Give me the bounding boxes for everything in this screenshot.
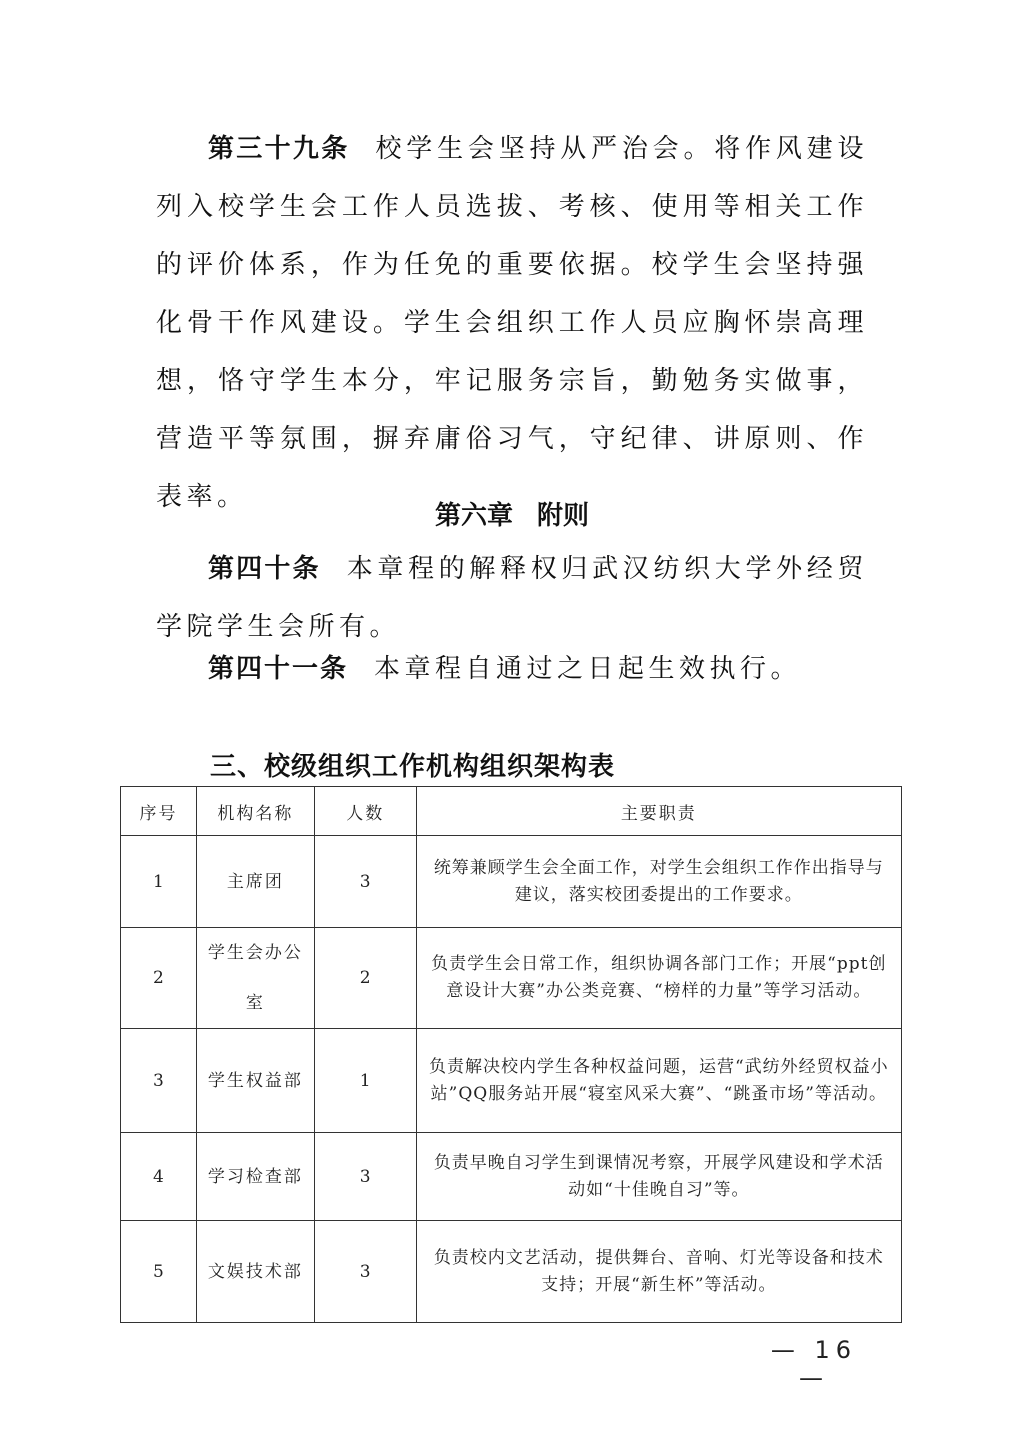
- article-40: [156, 540, 868, 656]
- chapter-name: 附则: [537, 501, 590, 531]
- table-row: [121, 1029, 902, 1133]
- row-count: 3: [314, 836, 416, 928]
- row-count: 3: [314, 1221, 416, 1323]
- row-count: 1: [314, 1029, 416, 1133]
- row-name: 主席团: [196, 836, 314, 928]
- row-count: 3: [314, 1133, 416, 1221]
- table-row: [121, 1221, 902, 1323]
- row-duty: 负责解决校内学生各种权益问题，运营“武纺外经贸权益小站”QQ服务站开展“寝室风采大赛”、“跳蚤市场”等活动。: [416, 1029, 901, 1133]
- chapter-heading: [156, 494, 868, 538]
- article-40-text: 本章程的解释权归武汉纺织大学外经贸学院学生会所有。: [156, 554, 868, 642]
- row-name: 学生会办公室: [196, 928, 314, 1029]
- row-name: 学习检查部: [196, 1133, 314, 1221]
- row-name: 文娱技术部: [196, 1221, 314, 1323]
- row-duty: 负责校内文艺活动，提供舞台、音响、灯光等设备和技术支持；开展“新生杯”等活动。: [416, 1221, 901, 1323]
- header-count: 人数: [314, 787, 416, 836]
- org-structure-table: [120, 786, 902, 1323]
- article-39-text: 校学生会坚持从严治会。将作风建设列入校学生会工作人员选拔、考核、使用等相关工作的评价体系，作为任免的重要依据。校学生会坚持强化骨干作风建设。学生会组织工作人员应胸怀崇高理想，恪守学生本分，牢记服务宗旨，勤勉务实做事，营造平等氛围，摒弃庸俗习气，守纪律、讲原则、作表率。: [156, 134, 868, 512]
- row-duty: 负责学生会日常工作，组织协调各部门工作；开展“ppt创意设计大赛”办公类竞赛、“榜样的力量”等学习活动。: [416, 928, 901, 1029]
- row-duty: 负责早晚自习学生到课情况考察，开展学风建设和学术活动如“十佳晚自习”等。: [416, 1133, 901, 1221]
- section-title: 三、校级组织工作机构组织架构表: [210, 752, 616, 782]
- row-index: 5: [121, 1221, 197, 1323]
- article-40-title: 第四十条: [208, 554, 321, 584]
- article-41: [156, 640, 868, 698]
- table-row: [121, 836, 902, 928]
- article-39: [156, 120, 868, 526]
- row-name: 学生权益部: [196, 1029, 314, 1133]
- row-duty: 统筹兼顾学生会全面工作，对学生会组织工作作出指导与建议，落实校团委提出的工作要求。: [416, 836, 901, 928]
- article-41-title: 第四十一条: [208, 654, 349, 684]
- article-39-title: 第三十九条: [208, 134, 350, 164]
- header-index: 序号: [121, 787, 197, 836]
- row-index: 2: [121, 928, 197, 1029]
- chapter-number: 第六章: [434, 501, 513, 531]
- page-number: — 16 —: [770, 1336, 858, 1392]
- row-count: 2: [314, 928, 416, 1029]
- article-41-text: 本章程自通过之日起生效执行。: [374, 654, 802, 684]
- row-index: 1: [121, 836, 197, 928]
- table-header-row: [121, 787, 902, 836]
- table-row: [121, 928, 902, 1029]
- table-row: [121, 1133, 902, 1221]
- header-name: 机构名称: [196, 787, 314, 836]
- header-duty: 主要职责: [416, 787, 901, 836]
- row-index: 3: [121, 1029, 197, 1133]
- row-index: 4: [121, 1133, 197, 1221]
